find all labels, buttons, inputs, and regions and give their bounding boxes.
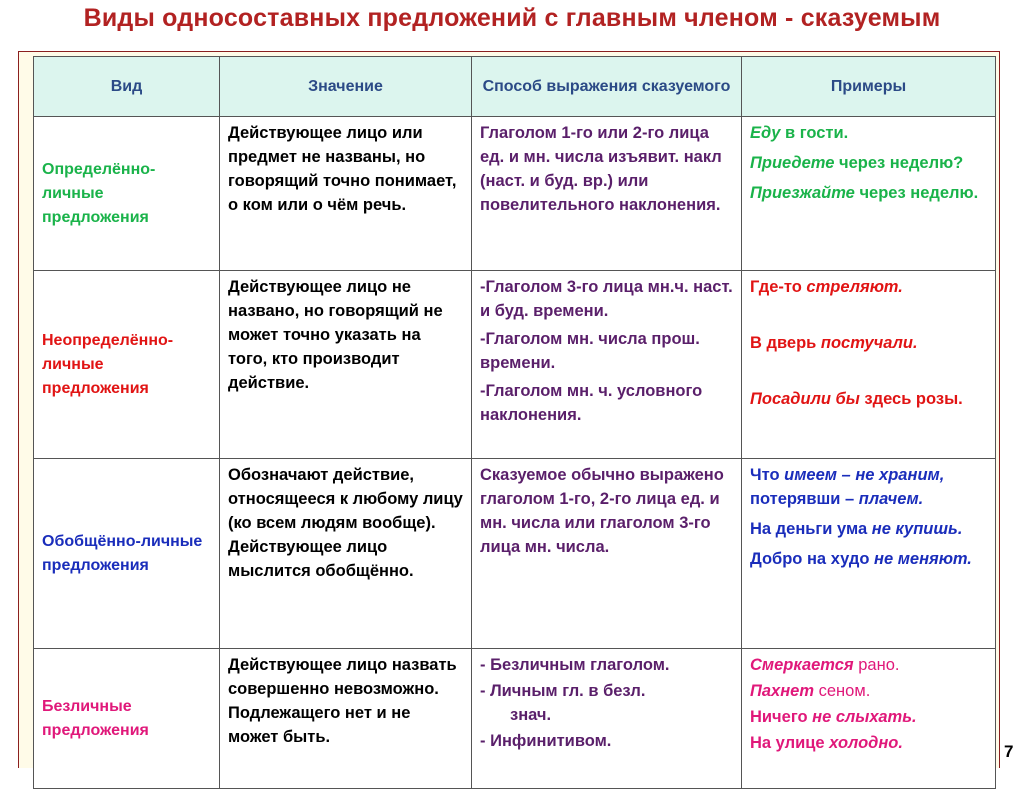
example-line	[750, 275, 987, 299]
method-line: - Личным гл. в безл.	[480, 682, 646, 700]
example-highlight: постучали.	[820, 334, 918, 352]
meaning-cell: Действующее лицо не названо, но говорящий не может точно указать на того, кто производит действие.	[220, 271, 472, 459]
example-line	[750, 679, 987, 703]
meaning-cell: Обозначают действие, относящееся к любому лицу (ко всем людям вообще). Действующее лицо мыслится обобщённо.	[220, 459, 472, 649]
example-line	[750, 731, 987, 755]
examples-cell	[742, 271, 996, 459]
header-method: Способ выражения сказуемого	[472, 57, 742, 117]
table-row	[34, 117, 996, 271]
type-cell: Неопределённо-личные предложения	[34, 271, 220, 459]
method-cell	[472, 271, 742, 459]
header-examples: Примеры	[742, 57, 996, 117]
type-cell: Обобщённо-личные предложения	[34, 459, 220, 649]
example-text: Где-то	[750, 278, 807, 296]
method-line: -Глаголом 3-го лица мн.ч. наст. и буд. времени.	[480, 278, 733, 320]
example-line	[750, 653, 987, 677]
header-vid: Вид	[34, 57, 220, 117]
method-line: - Инфинитивом.	[480, 732, 612, 750]
example-text: сеном.	[814, 682, 871, 700]
sentence-types-table	[33, 56, 996, 789]
method-cell	[472, 649, 742, 789]
example-highlight: стреляют.	[806, 278, 903, 296]
type-cell: Безличные предложения	[34, 649, 220, 789]
header-row	[34, 57, 996, 117]
example-line	[750, 151, 987, 175]
examples-cell	[742, 117, 996, 271]
example-highlight: Приедете	[750, 154, 835, 172]
table-row	[34, 271, 996, 459]
example-highlight: не купишь.	[871, 520, 963, 538]
example-highlight: Смеркается	[750, 656, 854, 674]
example-highlight: Еду	[750, 124, 781, 142]
type-cell: Определённо-личные предложения	[34, 117, 220, 271]
method-line: -Глаголом мн. ч. условного наклонения.	[480, 382, 703, 424]
example-line	[750, 121, 987, 145]
example-line	[750, 181, 987, 205]
slide-title: Виды односоставных предложений с главным членом - сказуемым	[83, 4, 941, 32]
meaning-cell: Действующее лицо назвать совершенно невозможно. Подлежащего нет и не может быть.	[220, 649, 472, 789]
example-highlight: холодно.	[829, 734, 903, 752]
method-line: -Глаголом мн. числа прош. времени.	[480, 330, 700, 372]
example-line	[750, 705, 987, 729]
example-text: в гости.	[780, 124, 849, 142]
table-row	[34, 459, 996, 649]
example-text: В дверь	[750, 334, 821, 352]
example-highlight: Посадили бы	[750, 390, 860, 408]
header-meaning: Значение	[220, 57, 472, 117]
example-line	[750, 331, 987, 355]
example-line	[750, 387, 987, 411]
example-highlight: не меняют.	[873, 550, 972, 568]
method-cell	[472, 117, 742, 271]
example-highlight: плачем.	[858, 490, 924, 508]
example-text: .	[894, 656, 900, 674]
example-text: через неделю?	[834, 154, 964, 172]
example-text: рано	[853, 656, 895, 674]
example-text: Ничего	[750, 708, 813, 726]
example-highlight: не слыхать.	[812, 708, 917, 726]
example-line	[750, 517, 987, 541]
method-cell	[472, 459, 742, 649]
method-line: Глаголом 1-го или 2-го лица ед. и мн. числа изъявит. накл (наст. и буд. вр.) или повелительного наклонения.	[480, 124, 722, 214]
example-line	[750, 547, 987, 571]
example-highlight: Пахнет	[750, 682, 815, 700]
example-highlight: имеем – не храним,	[784, 466, 945, 484]
example-text: На деньги ума	[750, 520, 872, 538]
example-text: На улице	[750, 734, 830, 752]
method-line: знач.	[510, 706, 552, 724]
page-number: 7	[1004, 742, 1014, 761]
table-row	[34, 649, 996, 789]
example-line	[750, 463, 987, 511]
examples-cell	[742, 459, 996, 649]
method-line: Сказуемое обычно выражено глаголом 1-го, 2-го лица ед. и мн. числа или глаголом 3-го лица мн. числа.	[480, 466, 724, 556]
example-text: через неделю.	[854, 184, 979, 202]
meaning-cell: Действующее лицо или предмет не названы, но говорящий точно понимает, о ком или о чём речь.	[220, 117, 472, 271]
method-line: - Безличным глаголом.	[480, 656, 670, 674]
example-text: здесь розы.	[859, 390, 963, 408]
example-highlight: Приезжайте	[750, 184, 855, 202]
examples-cell	[742, 649, 996, 789]
example-text: потерявши –	[750, 490, 859, 508]
example-text: Что	[750, 466, 785, 484]
example-text: Добро на худо	[750, 550, 874, 568]
